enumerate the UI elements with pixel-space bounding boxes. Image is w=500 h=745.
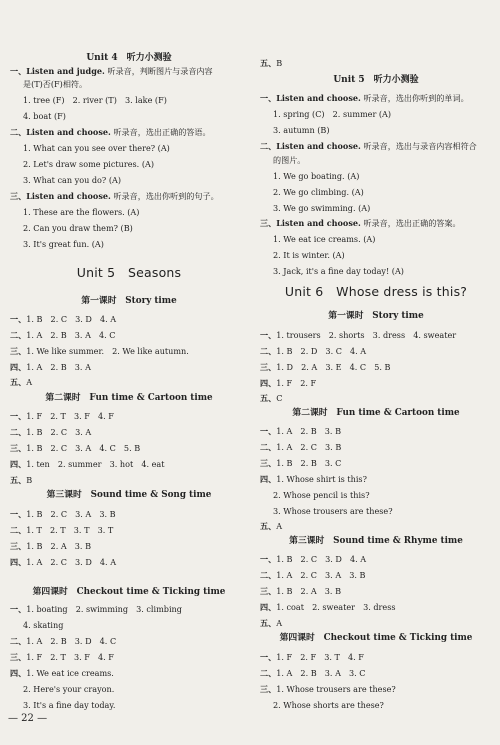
answer-line: 二、1. B 2. C 3. A — [10, 427, 92, 437]
u5-section2-answer: 1. We go boating. (A) — [273, 171, 360, 181]
lesson1-title: 第一课时 Story time — [81, 296, 177, 306]
answer-line: 三、1. B 2. A 3. B — [260, 586, 342, 596]
answer-line: 三、1. We like summer. 2. We like autumn. — [10, 346, 189, 356]
u4-section1-instruction-cont: 是(T)否(F)相符。 — [23, 79, 88, 89]
answer-line: 一、1. F 2. T 3. F 4. F — [10, 411, 114, 421]
answer-line: 五、A — [260, 618, 283, 628]
u4-section1-instruction: 一、Listen and judge. 听录音，判断图片与录音内容 — [10, 66, 213, 76]
u5-section2-instruction: 二、Listen and choose. 听录音，选出与录音内容相符合 — [260, 141, 477, 151]
answer-line: 二、1. A 2. C 3. A 3. B — [260, 570, 366, 580]
answer-line: 一、1. B 2. C 3. A 3. B — [10, 509, 116, 519]
u5-section3-instruction: 三、Listen and choose. 听录音，选出正确的答案。 — [260, 218, 461, 228]
u4-section2-answer: 3. What can you do? (A) — [23, 175, 121, 185]
unit6-title: Unit 6 Whose dress is this? — [284, 284, 468, 299]
u4-section2-answer: 2. Let's draw some pictures. (A) — [23, 159, 154, 169]
answer-line: 三、1. B 2. B 3. C — [260, 458, 342, 468]
lesson2-title: 第二课时 Fun time & Cartoon time — [45, 393, 213, 403]
answer-line: 一、1. F 2. F 3. T 4. F — [260, 652, 364, 662]
u5-section1-answers: 3. autumn (B) — [273, 125, 330, 135]
lesson2-title: 第二课时 Fun time & Cartoon time — [292, 408, 460, 418]
answer-line: 二、1. T 2. T 3. T 3. T — [10, 525, 114, 535]
u5-section3-answer: 2. It is winter. (A) — [273, 250, 345, 260]
answer-line: 二、1. A 2. B 3. A 3. C — [260, 668, 366, 678]
answer-line: 三、1. B 2. A 3. B — [10, 541, 92, 551]
u4-section3-answer: 2. Can you draw them? (B) — [23, 223, 133, 233]
answer-line: 二、1. B 2. D 3. C 4. A — [260, 346, 367, 356]
answer-line: 四、1. Whose shirt is this? — [260, 474, 367, 484]
answer-line: 一、1. boating 2. swimming 3. climbing — [10, 604, 182, 614]
u4-section1-answers: 4. boat (F) — [23, 111, 66, 121]
lesson4-title: 第四课时 Checkout time & Ticking time — [279, 633, 473, 643]
answer-line: 四、1. A 2. B 3. A — [10, 362, 91, 372]
answer-line: 四、1. ten 2. summer 3. hot 4. eat — [10, 459, 165, 469]
unit5-test-title: Unit 5 听力小测验 — [333, 75, 419, 85]
answer-line: 二、1. A 2. B 3. D 4. C — [10, 636, 117, 646]
u4-section3-instruction: 三、Listen and choose. 听录音，选出你听到的句子。 — [10, 191, 219, 201]
answer-line: 三、1. D 2. A 3. E 4. C 5. B — [260, 362, 391, 372]
u4-section2-answer: 1. What can you see over there? (A) — [23, 143, 170, 153]
answer-line: 2. Here's your crayon. — [23, 684, 115, 694]
lesson4-title: 第四课时 Checkout time & Ticking time — [32, 587, 226, 597]
answer-line: 二、1. A 2. B 3. A 4. C — [10, 330, 116, 340]
page-number: — 22 — — [8, 713, 48, 724]
answer-line: 一、1. B 2. C 3. D 4. A — [10, 314, 117, 324]
u5-section3-answer: 3. Jack, it's a fine day today! (A) — [273, 266, 404, 276]
lesson3-title: 第三课时 Sound time & Rhyme time — [289, 536, 463, 546]
answer-line: 3. It's a fine day today. — [23, 700, 116, 710]
answer-line: 四、1. coat 2. sweater 3. dress — [260, 602, 396, 612]
u4-section2-instruction: 二、Listen and choose. 听录音，选出正确的答语。 — [10, 127, 211, 137]
u5-section1-answers: 1. spring (C) 2. summer (A) — [273, 109, 392, 119]
u5-section2-instruction-cont: 的图片。 — [273, 155, 306, 165]
u5-section2-answer: 2. We go climbing. (A) — [273, 187, 364, 197]
answer-line: 一、1. trousers 2. shorts 3. dress 4. sweater — [260, 330, 457, 340]
answer-line: 五、B — [10, 475, 33, 485]
lesson3-title: 第三课时 Sound time & Song time — [46, 490, 212, 500]
answer-line: 三、1. F 2. T 3. F 4. F — [10, 652, 114, 662]
unit5-title: Unit 5 Seasons — [76, 265, 182, 280]
answer-line: 四、1. F 2. F — [260, 378, 317, 388]
answer-line: 3. Whose trousers are these? — [273, 506, 393, 516]
u4-section1-answers: 1. tree (F) 2. river (T) 3. lake (F) — [23, 95, 167, 105]
u4-section3-answer: 3. It's great fun. (A) — [23, 239, 104, 249]
answer-line: 一、1. B 2. C 3. D 4. A — [260, 554, 367, 564]
answer-line: 2. Whose shorts are these? — [273, 700, 384, 710]
answer-line: 三、1. B 2. C 3. A 4. C 5. B — [10, 443, 141, 453]
unit4-test-title: Unit 4 听力小测验 — [86, 53, 172, 63]
answer-line: 四、1. A 2. C 3. D 4. A — [10, 557, 117, 567]
lesson1-title: 第一课时 Story time — [328, 311, 424, 321]
answer-line: 五、C — [260, 393, 283, 403]
answer-line: 4. skating — [23, 620, 64, 630]
answer-line: 一、1. A 2. B 3. B — [260, 426, 342, 436]
answer-line: 二、1. A 2. C 3. B — [260, 442, 342, 452]
answer-line: 四、1. We eat ice creams. — [10, 668, 114, 678]
answer-line: 五、A — [260, 521, 283, 531]
answer-line: 五、A — [10, 377, 33, 387]
u4-section3-answer: 1. These are the flowers. (A) — [23, 207, 140, 217]
answer-line: 三、1. Whose trousers are these? — [260, 684, 396, 694]
answer-line: 五、B — [260, 58, 283, 68]
u5-section1-instruction: 一、Listen and choose. 听录音，选出你听到的单词。 — [260, 93, 469, 103]
u5-section3-answer: 1. We eat ice creams. (A) — [273, 234, 376, 244]
answer-line: 2. Whose pencil is this? — [273, 490, 370, 500]
u5-section2-answer: 3. We go swimming. (A) — [273, 203, 371, 213]
